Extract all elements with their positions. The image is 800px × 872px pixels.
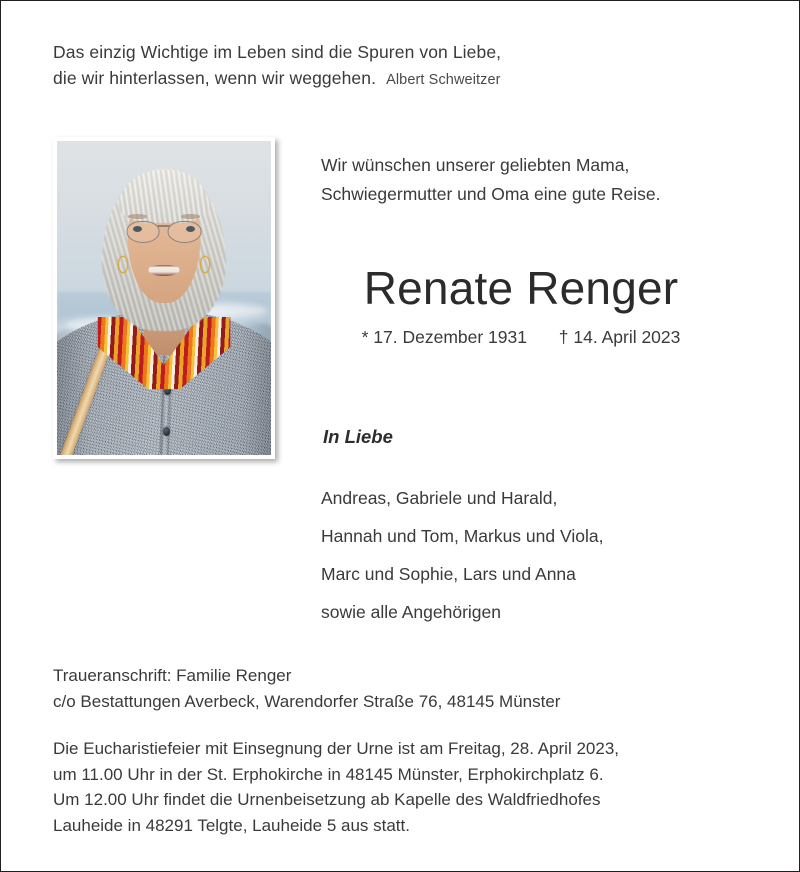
life-dates xyxy=(321,327,721,348)
birth-date: 17. Dezember 1931 xyxy=(373,327,527,347)
family-line: Hannah und Tom, Markus und Viola, xyxy=(321,526,604,546)
service-line-3: Um 12.00 Uhr findet die Urnenbeisetzung ab Kapelle des Waldfriedhofes xyxy=(53,790,601,809)
intro-message xyxy=(321,151,741,209)
intro-line-1: Wir wünschen unserer geliebten Mama, xyxy=(321,155,630,175)
farewell-heading: In Liebe xyxy=(323,426,393,447)
quote-line-1: Das einzig Wichtige im Leben sind die Spuren von Liebe, xyxy=(53,42,502,62)
eyebrow-left xyxy=(128,214,147,218)
coat-shadow-right xyxy=(232,323,271,455)
service-line-2: um 11.00 Uhr in der St. Erphokirche in 48145 Münster, Erphokirchplatz 6. xyxy=(53,764,604,784)
family-names xyxy=(321,479,741,631)
deceased-name: Renate Renger xyxy=(363,262,679,314)
coat-button xyxy=(163,427,170,436)
portrait-photo-frame xyxy=(53,137,275,459)
death-date: 14. April 2023 xyxy=(573,327,681,347)
glasses-lens-left xyxy=(127,221,160,243)
earring-right xyxy=(200,256,210,274)
family-line: Andreas, Gabriele und Harald, xyxy=(321,488,558,508)
death-symbol: † xyxy=(558,327,569,347)
intro-line-2: Schwiegermutter und Oma eine gute Reise. xyxy=(321,184,661,204)
glasses-bridge xyxy=(158,225,170,226)
service-line-1: Die Eucharistiefeier mit Einsegnung der Urne ist am Freitag, 28. April 2023, xyxy=(53,739,619,758)
address-line-1: Traueranschrift: Familie Renger xyxy=(53,666,292,685)
family-line: sowie alle Angehörigen xyxy=(321,602,501,622)
portrait-photo xyxy=(57,141,271,455)
eye-left xyxy=(133,226,142,232)
glasses-lens-right xyxy=(168,221,201,243)
address-line-2: c/o Bestattungen Averbeck, Warendorfer Straße 76, 48145 Münster xyxy=(53,691,561,711)
eye-right xyxy=(186,226,195,232)
birth-symbol: * xyxy=(361,327,369,347)
earring-left xyxy=(118,256,128,274)
quote-line-2 xyxy=(53,65,733,93)
mourning-address xyxy=(53,663,753,714)
quote-line-2-text: die wir hinterlassen, wenn wir weggehen. xyxy=(53,68,377,88)
service-details xyxy=(53,736,763,838)
service-line-4: Lauheide in 48291 Telgte, Lauheide 5 aus statt. xyxy=(53,815,410,835)
quote-attribution: Albert Schweitzer xyxy=(386,72,501,88)
eyebrow-right xyxy=(181,214,200,218)
quote-block xyxy=(53,39,733,93)
family-line: Marc und Sophie, Lars und Anna xyxy=(321,564,576,584)
